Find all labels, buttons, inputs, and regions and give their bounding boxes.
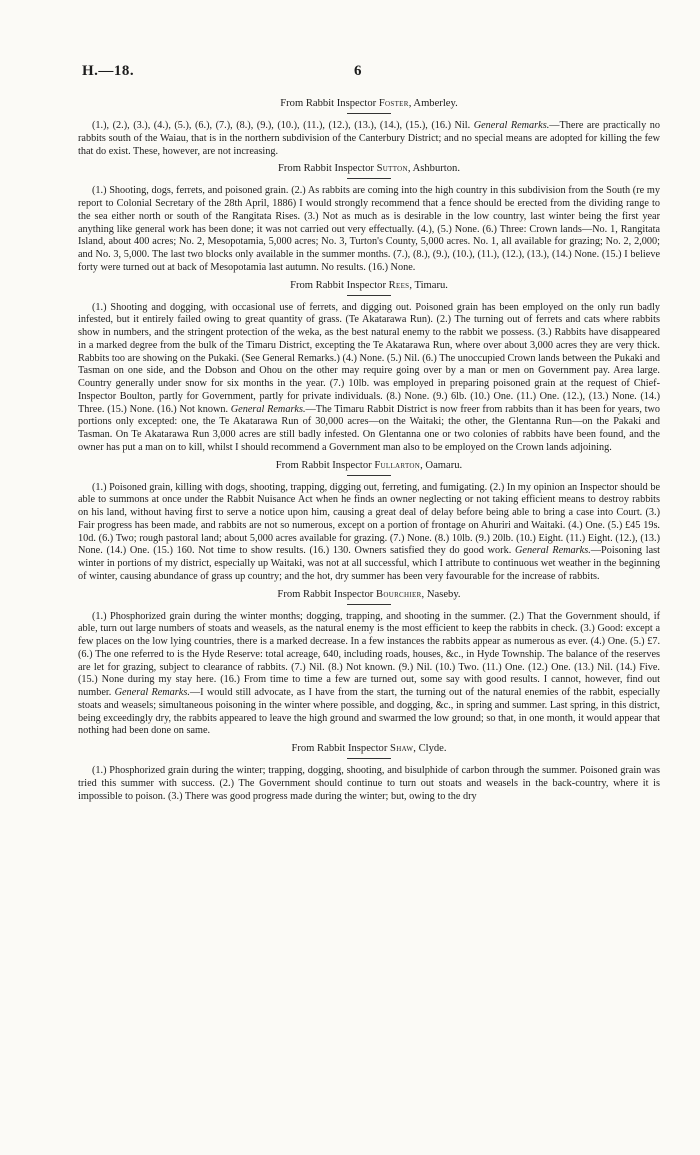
inspector-name: Sutton: [376, 163, 408, 175]
section-rule: [347, 295, 391, 296]
section-text: (1.) Shooting and dogging, with occasional use of ferrets, and digging out. Poisoned grain has been employed on the only run badly infested, but it entirely failed owing to great quantity of grass. (Te Akatarawa Run). (2.) The turning out of ferrets and cats where rabbits show in numbers, and the stringent protection of the weka, as the best natural enemy to the rabbit we possess. (3.) Rabbits have disappeared in a marked degree from the bulk of the Timaru District, excepting the Te Akatarawa Run, where over about 3,000 acres they are very thick. Rabbits too are showing on the Pukaki. (See General Remarks.) (4.) None. (5.) Nil. (6.) The unoccupied Crown lands between the Pukaki and Tasman on one side, and the Dobson and Ohou on the other may require going over by a man or men on Government pay. Area large. Country generally under snow for six months in the year. (7.) 10lb. was employed in preparing poisoned grain at the request of Chief-Inspector Boulton, partly for Government, partly for private individuals. (8.) None. (9.) 6lb. (10.) One. (11.) One. (12.), (13.) None. (14.) Three. (15.) None. (16.) Not known. General Remarks.—The Timaru Rabbit District is now freer from rabbits than it has been for years, two portions only excepted: one, the Te Akatarawa Run of 30,000 acres—on the Waitaki; the other, the Glentanna Run—on the Pakaki and Tasman. On Te Akatarawa Run 3,000 acres are still badly infested. On Glentanna one or two colonies of rabbits have been found, and the owner has put a man on to kill, whilst I should recommend a Government man also to be employed on the Crown lands adjoining.: [78, 301, 661, 453]
report-section-sutton: [78, 162, 660, 274]
inspector-name: Fullarton: [374, 459, 421, 471]
section-text: (1.) Poisoned grain, killing with dogs, shooting, trapping, digging out, ferreting, and fumigating. (2.) In my opinion an Inspector should be able to summons at once under the Rabbit Nuisance Act when he finds an owner neglecting or not taking efficient means to destroy rabbits on his land, without having first to serve a notice upon him, causing a great deal of delay before being able to bring a case into Court. (3.) Fair progress has been made, and rabbits are not so numerous, except on a portion of frontage on Ahuriri and Waitaki. (4.) One. (5.) £45 19s. 10d. (6.) Two; rough pastoral land; about 5,000 acres available for grazing. (7.) None. (8.) 10lb. (9.) 20lb. (10.) Eight. (11.) Eight. (12.), (13.) None. (14.) One. (15.) 160. Not time to show results. (16.) 130. Owners satisfied they do good work. General Remarks.—Poisoning last winter in portions of my district, especially up Waitaki, was not at all successful, which I attribute to continuous wet weather in the beginning of winter, causing abundance of grass up country; and the hot, dry summer has been very favourable for the increase of rabbits.: [78, 481, 660, 582]
inspector-name: Rees: [388, 279, 410, 291]
section-title: From Rabbit Inspector Sutton, Ashburton.: [278, 163, 460, 175]
report-section-foster: [78, 97, 660, 158]
section-rule: [347, 113, 391, 114]
inspector-name: Shaw: [390, 743, 414, 754]
section-rule: [347, 475, 391, 476]
section-rule: [347, 758, 391, 759]
running-header: [82, 63, 660, 87]
section-title: From Rabbit Inspector Fullarton, Oamaru.: [275, 459, 463, 471]
report-section-bourchier: [78, 588, 660, 739]
section-title: From Rabbit Inspector Rees, Timaru.: [290, 279, 448, 291]
general-remarks-label: General Remarks.: [230, 403, 306, 415]
inspector-name: Bourchier: [376, 588, 422, 600]
section-title: From Rabbit Inspector Foster, Amberley.: [280, 98, 458, 109]
report-section-shaw: [78, 742, 660, 803]
section-rule: [347, 178, 391, 179]
general-remarks-label: General Remarks.: [473, 120, 550, 131]
section-title: From Rabbit Inspector Shaw, Clyde.: [291, 743, 447, 754]
section-text: (1.), (2.), (3.), (4.), (5.), (6.), (7.), (8.), (9.), (10.), (11.), (12.), (13.), (14.), (15.), (16.) Nil. General Remarks.—There are practically no rabbits south of the Waiau, that is in the northern subdivision of the Canterbury District; and no special means are adopted for killing the few that do exist. These, however, are not increasing.: [78, 120, 660, 157]
page-number: 6: [354, 63, 362, 79]
section-title: From Rabbit Inspector Bourchier, Naseby.: [277, 588, 461, 600]
section-text: (1.) Phosphorized grain during the winter months; dogging, trapping, and shooting in the summer. (2.) That the Government should, if able, turn out large numbers of stoats and weasels, as the natural enemy is the most efficient to keep the rabbits in check. (3.) Good: except a few places on the low lying countries, there is a marked decrease. In a few instances the rabbits appear as numerous as ever. (4.) One. (5.) £7. (6.) The one referred to is the Hyde Reserve: total acreage, 640, including roads, houses, &c., in Hyde Township. The balance of the reserves are let for grazing, subject to clearance of rabbits. (7.) Nil. (8.) Not known. (9.) Nil. (10.) Two. (11.) One. (12.) One. (13.) Nil. (14.) Five. (15.) None during my stay here. (16.) From time to time a few are turned out, some say with good results. I cannot, however, find out number. General Remarks.—I would still advocate, as I have from the start, the turning out of the natural enemies of the rabbit, especially stoats and weasels; simultaneous poisoning in the winter where possible, and dogging, &c., in spring and summer. Last spring, in this district, being exceedingly dry, the rabbits appeared to leave the high ground and swarmed the low ground; so that, in one month, it would appear that nothing had been done on same.: [78, 610, 661, 737]
report-section-fullarton: [78, 459, 660, 584]
report-section-rees: [78, 279, 660, 455]
section-text: (1.) Phosphorized grain during the winter; trapping, dogging, shooting, and bisulphide of carbon through the summer. Poisoned grain was tried this summer with success. (2.) The Government should continue to turn out stoats and weasels in the back-country, where it is impossible to poison. (3.) There was good progress made during the winter; but, owing to the dry: [78, 765, 660, 802]
inspector-name: Foster: [378, 98, 409, 109]
general-remarks-label: General Remarks.: [515, 545, 591, 557]
document-reference: H.—18.: [82, 63, 135, 79]
section-rule: [347, 604, 391, 605]
section-text: (1.) Shooting, dogs, ferrets, and poisoned grain. (2.) As rabbits are coming into the high country in this subdivision from the South (re my report to Colonial Secretary of the 28th April, 1886) I would strongly recommend that a fence should be erected from the dividing range to the sea either north or south of the Rangitata Rises. (3.) Not as much as is desirable in the low country, last winter being the first year anything like general work has been done; it was not carried out very effectually. (4.), (5.) None. (6.) Three: Crown lands—No. 1, Rangitata Island, about 400 acres; No. 2, Mesopotamia, 5,000 acres; No. 3, Turton's County, 5,000 acres. No. 1, all available for grazing; No. 2, 2,000; and No. 3, 5,000. The last two blocks only available in the summer months. (7.), (8.), (9.), (10.), (11.), (12.), (13.), (14.) None. (15.) I believe forty were turned out at back of Mesopotamia last autumn. No results. (16.) None.: [78, 185, 660, 273]
general-remarks-label: General Remarks.: [114, 687, 190, 698]
report-body: [78, 97, 660, 807]
